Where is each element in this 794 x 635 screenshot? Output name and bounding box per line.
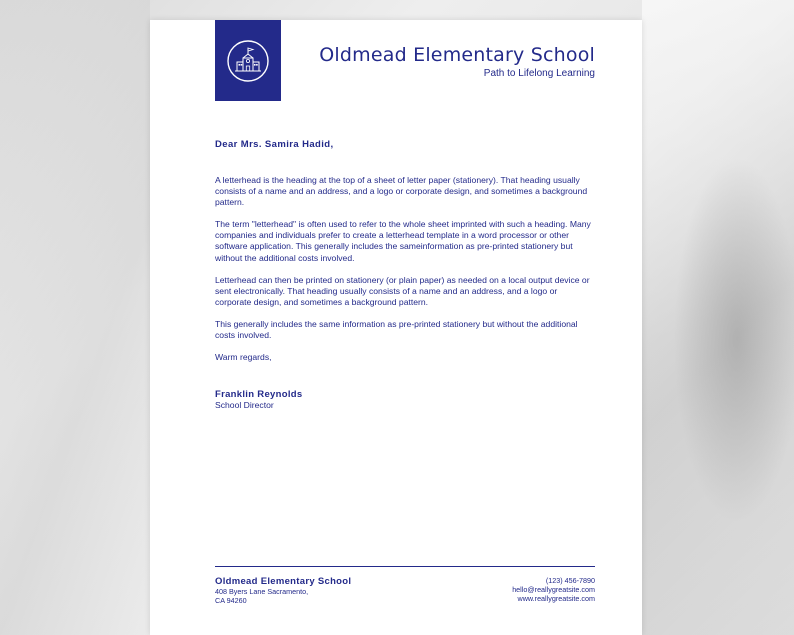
footer-website: www.reallygreatsite.com xyxy=(517,594,595,603)
letter-body xyxy=(215,175,595,352)
salutation: Dear Mrs. Samira Hadid, xyxy=(215,139,334,150)
footer-email: hello@reallygreatsite.com xyxy=(512,585,595,594)
background-shadow-left xyxy=(0,0,150,635)
body-paragraph-4: This generally includes the same information as pre-printed stationery but without the additional costs involved. xyxy=(215,318,578,341)
closing: Warm regards, xyxy=(215,352,272,362)
footer-divider xyxy=(215,566,595,567)
signer-name: Franklin Reynolds xyxy=(215,389,303,400)
footer-school-name: Oldmead Elementary School xyxy=(215,576,352,587)
footer-contact xyxy=(512,576,595,603)
footer-phone: (123) 456-7890 xyxy=(545,576,595,585)
body-paragraph-2: The term "letterhead" is often used to refer to the whole sheet imprinted with such a heading. Many companies and individuals prefer to create a letterhead template in a word processor or other software application. This generally includes the sameinformation as pre-printed stationery but without the additional costs involved. xyxy=(215,219,591,263)
body-paragraph-1: A letterhead is the heading at the top of a sheet of letter paper (stationery). That heading usually consists of a name and an address, and a logo or corporate design, and sometimes a background pattern. xyxy=(215,175,588,208)
background-shadow-right xyxy=(642,0,794,635)
school-building-icon xyxy=(226,39,270,83)
school-tagline: Path to Lifelong Learning xyxy=(483,68,595,79)
signer-title: School Director xyxy=(215,400,274,410)
logo-block xyxy=(215,20,281,101)
letter-page xyxy=(150,20,642,635)
school-name-heading: Oldmead Elementary School xyxy=(319,44,595,66)
footer-address-line1: 408 Byers Lane Sacramento, xyxy=(215,587,309,596)
body-paragraph-3: Letterhead can then be printed on stationery (or plain paper) as needed on a local output device or sent electronically. That heading usually consists of a name and an address, and a logo or corporate design, and sometimes a background pattern. xyxy=(215,274,590,307)
footer-address-line2: CA 94260 xyxy=(215,596,247,605)
